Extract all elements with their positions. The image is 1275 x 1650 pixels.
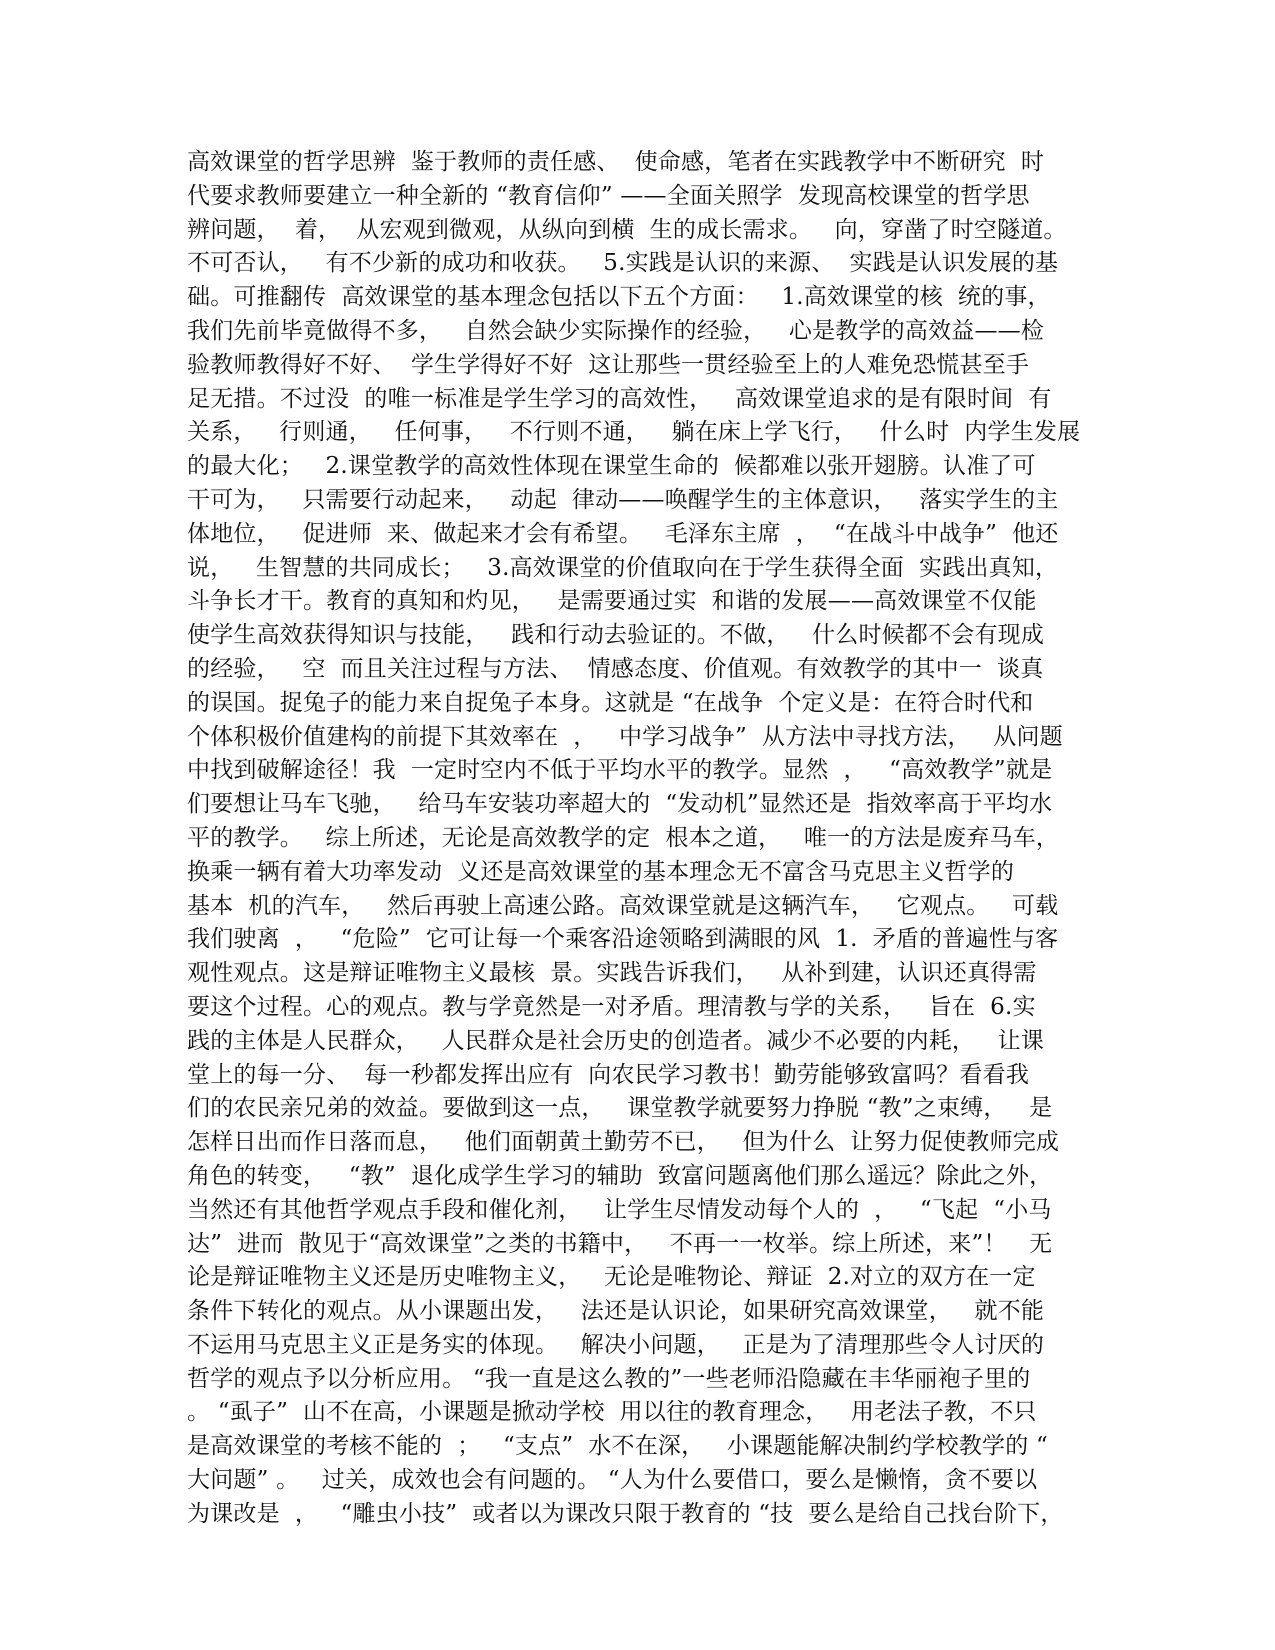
text-line: 我们驶离 ， “危险” 它可让每一个乘客沿途领略到满眼的风 1. 矛盾的普遍性与客 [187,926,1059,953]
text-line: 论是辩证唯物主义还是历史唯物主义， 无论是唯物论、辩证 2.对立的双方在一定 [187,1264,1036,1291]
text-line: 高效课堂的哲学思辨 鉴于教师的责任感、 使命感，笔者在实践教学中不断研究 时 [187,149,1045,175]
text-line: 的经验， 空 而且关注过程与方法、 情感态度、价值观。有效教学的其中一 谈真 [187,655,1044,682]
text-line: 斗争长才干。教育的真知和灼见， 是需要通过实 和谐的发展——高效课堂不仅能 [187,588,1037,615]
text-line: 中找到破解途径！我 一定时空内不低于平均水平的教学。显然 ， “高效教学”就是 [187,757,1053,784]
text-line: 要这个过程。心的观点。教与学竟然是一对矛盾。理清教与学的关系， 旨在 6.实 [187,993,1036,1020]
text-line: 。 “虱子” 山不在高，小课题是掀动学校 用以往的教育理念， 用老法子教，不只 [187,1399,1037,1426]
text-line: 们要想让马车飞驰， 给马车安装功率超大的 “发动机”显然还是 指效率高于平均水 [187,791,1053,818]
text-line: 个体积极价值建构的前提下其效率在 ， 中学习战争” 从方法中寻找方法， 从问题 [187,723,1063,750]
text-line: 不可否认， 有不少新的成功和收获。 5.实践是认识的来源、 实践是认识发展的基 [187,250,1059,277]
text-line: 使学生高效获得知识与技能， 践和行动去验证的。不做， 什么时候都不会有现成 [187,622,1045,649]
text-line: 践的主体是人民群众， 人民群众是社会历史的创造者。减少不必要的内耗， 让课 [187,1027,1045,1054]
text-line: 们的农民亲兄弟的效益。要做到这一点， 课堂教学就要努力挣脱 “教”之束缚， 是 [187,1095,1053,1122]
text-line: 为课改是 ， “雕虫小技” 或者以为课改只限于教育的 “技 要么是给自己找台阶下， [187,1500,1064,1527]
text-line: 堂上的每一分、 每一秒都发挥出应有 向农民学习教书！勤劳能够致富吗？看看我 [187,1061,1030,1088]
text-line: 达” 进而 散见于“高效课堂”之类的书籍中， 不再一一枚举。综上所述，来”！ 无 [187,1230,1053,1257]
text-line: 我们先前毕竟做得不多， 自然会缺少实际操作的经验， 心是教学的高效益——检 [187,317,1045,344]
text-line: 辨问题， 着， 从宏观到微观，从纵向到横 生的成长需求。 向，穿凿了时空隧道。 [187,216,1067,243]
text-line: 哲学的观点予以分析应用。 “我一直是这么教的”一些老师沿隐藏在丰华丽袍子里的 [187,1365,1031,1392]
text-line: 足无措。不过没 的唯一标准是学生学习的高效性， 高效课堂追求的是有限时间 有 [187,385,1052,412]
text-line: 代要求教师要建立一种全新的 “教育信仰” ——全面关照学 发现高校课堂的哲学思 [187,182,1030,209]
text-line: 换乘一辆有着大功率发动 义还是高效课堂的基本理念无不富含马克思主义哲学的 [187,858,1015,885]
text-line: 础。可推翻传 高效课堂的基本理念包括以下五个方面： 1.高效课堂的核 统的事， [187,284,1051,311]
text-line: 大问题” 。 过关，成效也会有问题的。 “人为什么要借口，要么是懒惰，贪不要以 [187,1467,1038,1494]
text-line: 的最大化； 2.课堂教学的高效性体现在课堂生命的 候都难以张开翅膀。认准了可 [187,453,1036,480]
text-line: 说， 生智慧的共同成长； 3.高效课堂的价值取向在于学生获得全面 实践出真知， [187,554,1059,581]
text-line: 验教师教得好不好、 学生学得好不好 这让那些一贯经验至上的人难免恐慌甚至手 [187,351,1030,378]
text-line: 体地位， 促进师 来、做起来才会有希望。 毛泽东主席 ， “在战斗中战争” 他还 [187,520,1059,547]
text-line: 平的教学。 综上所述，无论是高效教学的定 根本之道， 唯一的方法是废弃马车， [187,824,1060,851]
text-line: 条件下转化的观点。从小课题出发， 法还是认识论，如果研究高效课堂， 就不能 [187,1298,1045,1325]
text-line: 怎样日出而作日落而息， 他们面朝黄土勤劳不已， 但为什么 让努力促使教师完成 [187,1129,1060,1156]
text-line: 的误国。捉兔子的能力来自捉兔子本身。这就是 “在战争 个定义是：在符合时代和 [187,689,1034,716]
text-line: 关系， 行则通， 任何事， 不行则不通， 躺在床上学飞行， 什么时 内学生发展 [187,419,1081,446]
text-line: 观性观点。这是辩证唯物主义最核 景。实践告诉我们， 从补到建，认识还真得需 [187,960,1037,987]
body-text [187,146,1087,1532]
text-line: 基本 机的汽车， 然后再驶上高速公路。高效课堂就是这辆汽车， 它观点。 可载 [187,892,1059,919]
text-line: 是高效课堂的考核不能的 ； “支点” 水不在深， 小课题能解决制约学校教学的 “ [187,1433,1048,1460]
text-line: 不运用马克思主义正是务实的体现。 解决小问题， 正是为了清理那些令人讨厌的 [187,1331,1045,1358]
text-line: 干可为， 只需要行动起来， 动起 律动——唤醒学生的主体意识， 落实学生的主 [187,486,1059,513]
text-line: 角色的转变， “教” 退化成学生学习的辅助 致富问题离他们那么遥远？除此之外， [187,1162,1053,1189]
text-line: 当然还有其他哲学观点手段和催化剂， 让学生尽情发动每个人的 ， “飞起 “小马 [187,1196,1052,1223]
